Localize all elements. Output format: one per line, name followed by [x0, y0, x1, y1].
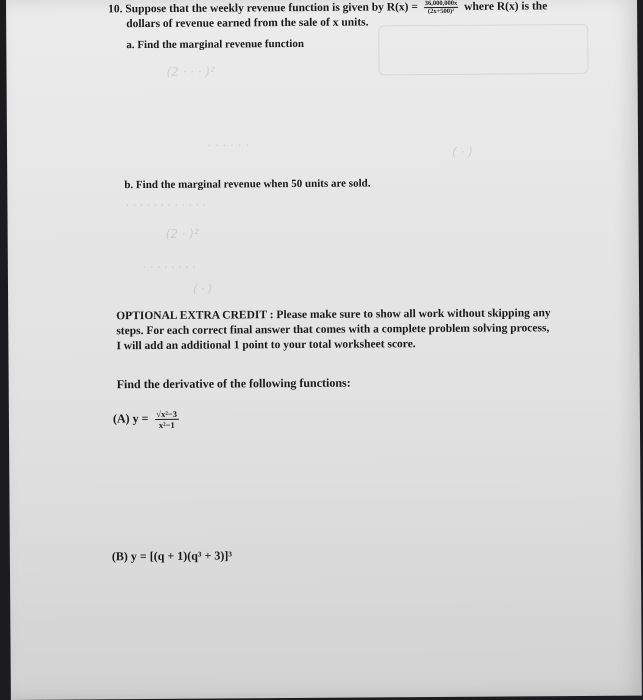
problem-a	[113, 409, 179, 430]
problem-a-denominator: x²−1	[158, 419, 175, 430]
part-b-prompt: b. Find the marginal revenue when 50 units are sold.	[124, 177, 371, 192]
revenue-denominator: (2x+500)²	[427, 7, 455, 16]
problem-a-fraction	[154, 409, 179, 430]
erased-pencil-mark: ( · )	[192, 282, 213, 296]
extra-credit-block	[116, 306, 556, 354]
erased-pencil-mark: · · · · · · · · · · · ·	[125, 198, 206, 213]
extra-credit-heading: OPTIONAL EXTRA CREDIT :	[116, 309, 274, 323]
problem-b: (B) y = [(q + 1)(q³ + 3)]³	[111, 548, 232, 564]
erased-pencil-mark: (2 · · · )²	[166, 64, 216, 79]
erased-pencil-mark: · · · · · ·	[206, 138, 250, 153]
question-10-line2: dollars of revenue earned from the sale of x units.	[126, 16, 369, 31]
question-10-suffix: where R(x) is the	[464, 0, 548, 13]
revenue-fraction	[424, 0, 459, 15]
question-10-prefix: 10. Suppose that the weekly revenue function is given by R(x) =	[108, 1, 418, 16]
erased-pencil-mark: ( · )	[452, 144, 473, 159]
extra-credit-body: Please make sure to show all work without skipping any steps. For each correct final answer that comes with a complete problem solving process, I will add an additional 1 point to your total worksheet score.	[116, 307, 551, 353]
erased-pencil-mark: (2 · )²	[165, 226, 199, 241]
derivative-instruction: Find the derivative of the following functions:	[116, 375, 351, 392]
problem-a-numerator: √x²−3	[154, 409, 179, 420]
erased-work-box	[378, 24, 588, 75]
worksheet-page	[6, 0, 642, 700]
problem-a-label: (A) y =	[112, 411, 149, 426]
revenue-numerator: 36,000,000x	[424, 0, 458, 8]
part-a-prompt: a. Find the marginal revenue function	[126, 37, 304, 52]
erased-pencil-mark: · · · · · · · ·	[142, 260, 196, 275]
